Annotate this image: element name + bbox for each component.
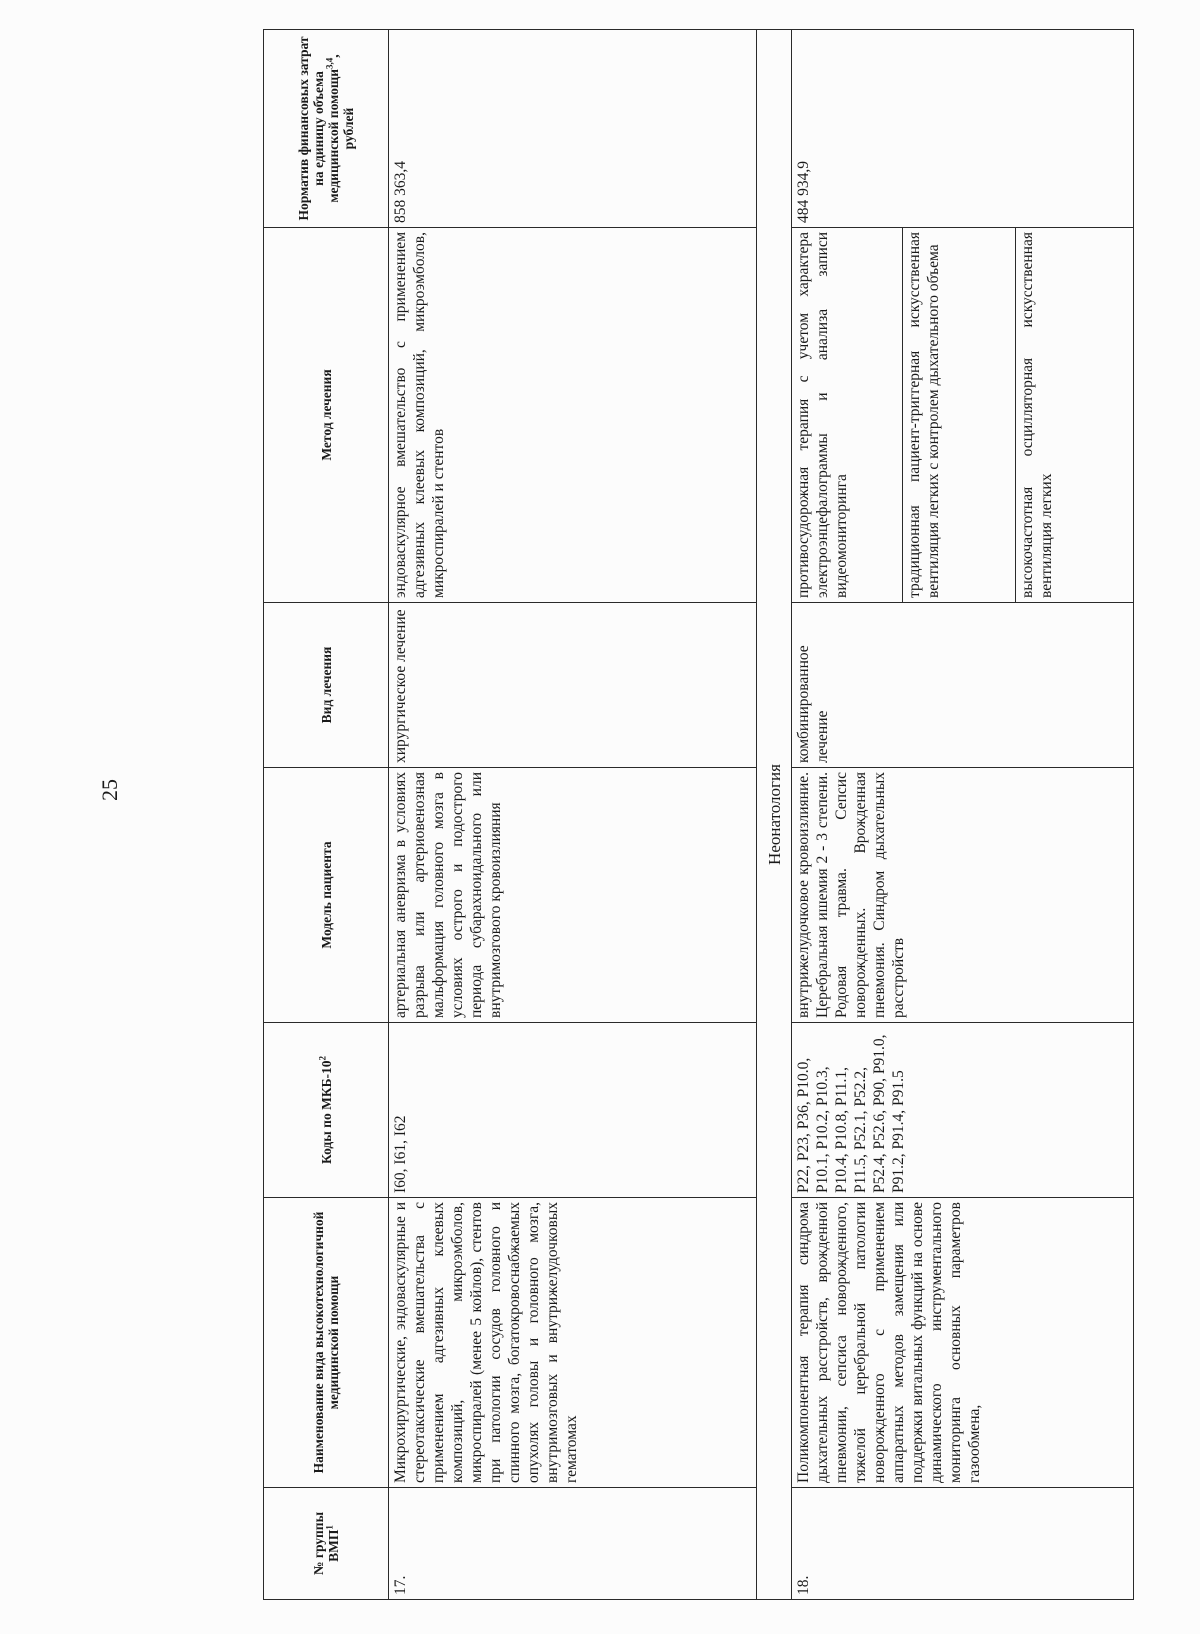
row18-name: Поликомпонентная терапия синдрома дыхательных расстройств, врожденной пневмонии, сепсиса новорожденного, тяжелой церебральной патологии новорожденного с применением аппаратных методов замещения или поддержки витальных функций на основе динамического инструментального мониторинга основных параметров газообмена, [792, 1198, 1134, 1488]
row17-method: эндоваскулярное вмешательство с применением адгезивных клеевых композиций, микроэмболов, микроспиралей и стентов [389, 228, 757, 603]
table-row-18 [792, 30, 1134, 1600]
rotated-table-container [263, 30, 1133, 1600]
row17-treatment-type: хирургическое лечение [389, 603, 757, 768]
section-row [757, 30, 792, 1600]
row18-method-1: противосудорожная терапия с учетом характера электроэнцефалограммы и анализа записи видеомониторинга [795, 232, 850, 598]
header-codes: Коды по МКБ-$10^2$ [264, 1023, 389, 1198]
row17-codes: I60, I61, I62 [389, 1023, 757, 1198]
row18-method-3: высокочастотная осцилляторная искусственная вентиляция легких [1015, 228, 1058, 602]
section-neonatology: Неонатология [757, 30, 792, 1600]
row17-name: Микрохирургические, эндоваскулярные и стереотаксические вмешательства с применением адгезивных клеевых композиций, микроэмболов, микроспиралей (менее 5 койлов), стентов при патологии сосудов головного и спинного мозга, богатокровоснабжаемых опухолях головы и головного мозга, внутримозговых и внутрижелудочковых гематомах [389, 1198, 757, 1488]
header-treatment-type: Вид лечения [264, 603, 389, 768]
row18-model: внутрижелудочковое кровоизлияние. Церебральная ишемия 2 - 3 степени. Родовая травма. Сепсис новорожденных. Врожденная пневмония. Синдром дыхательных расстройств [792, 768, 1134, 1023]
row18-methods [792, 228, 1134, 603]
row18-method-2: традиционная пациент-триггерная искусственная вентиляция легких с контролем дыхательного объема [902, 228, 1015, 602]
header-method: Метод лечения [264, 228, 389, 603]
row17-num: 17. [389, 1488, 757, 1600]
header-norm: Норматив финансовых затрат на единицу объема медицинской помощи$^{3,4}$, рублей [264, 30, 389, 228]
header-group: № группы ВМП$^1$ [264, 1488, 389, 1600]
row18-num: 18. [792, 1488, 1134, 1600]
row18-norm: 484 934,9 [792, 30, 1134, 228]
header-row [264, 30, 389, 1600]
row18-codes: P22, P23, P36, P10.0, P10.1, P10.2, P10.3, P10.4, P10.8, P11.1, P11.5, P52.1, P52.2, P52.4, P52.6, P90, P91.0, P91.2, P91.4, P91.5 [792, 1023, 1134, 1198]
row18-treatment-type: комбинированное лечение [792, 603, 1134, 768]
row17-norm: 858 363,4 [389, 30, 757, 228]
header-name: Наименование вида высокотехнологичной медицинской помощи [264, 1198, 389, 1488]
row17-model: артериальная аневризма в условиях разрыва или артериовенозная мальформация головного мозга в условиях острого и подострого периода субарахноидального или внутримозгового кровоизлияния [389, 768, 757, 1023]
page-number: 25 [97, 779, 122, 801]
header-model: Модель пациента [264, 768, 389, 1023]
table-row-17 [389, 30, 757, 1600]
vmp-table [263, 29, 1134, 1600]
